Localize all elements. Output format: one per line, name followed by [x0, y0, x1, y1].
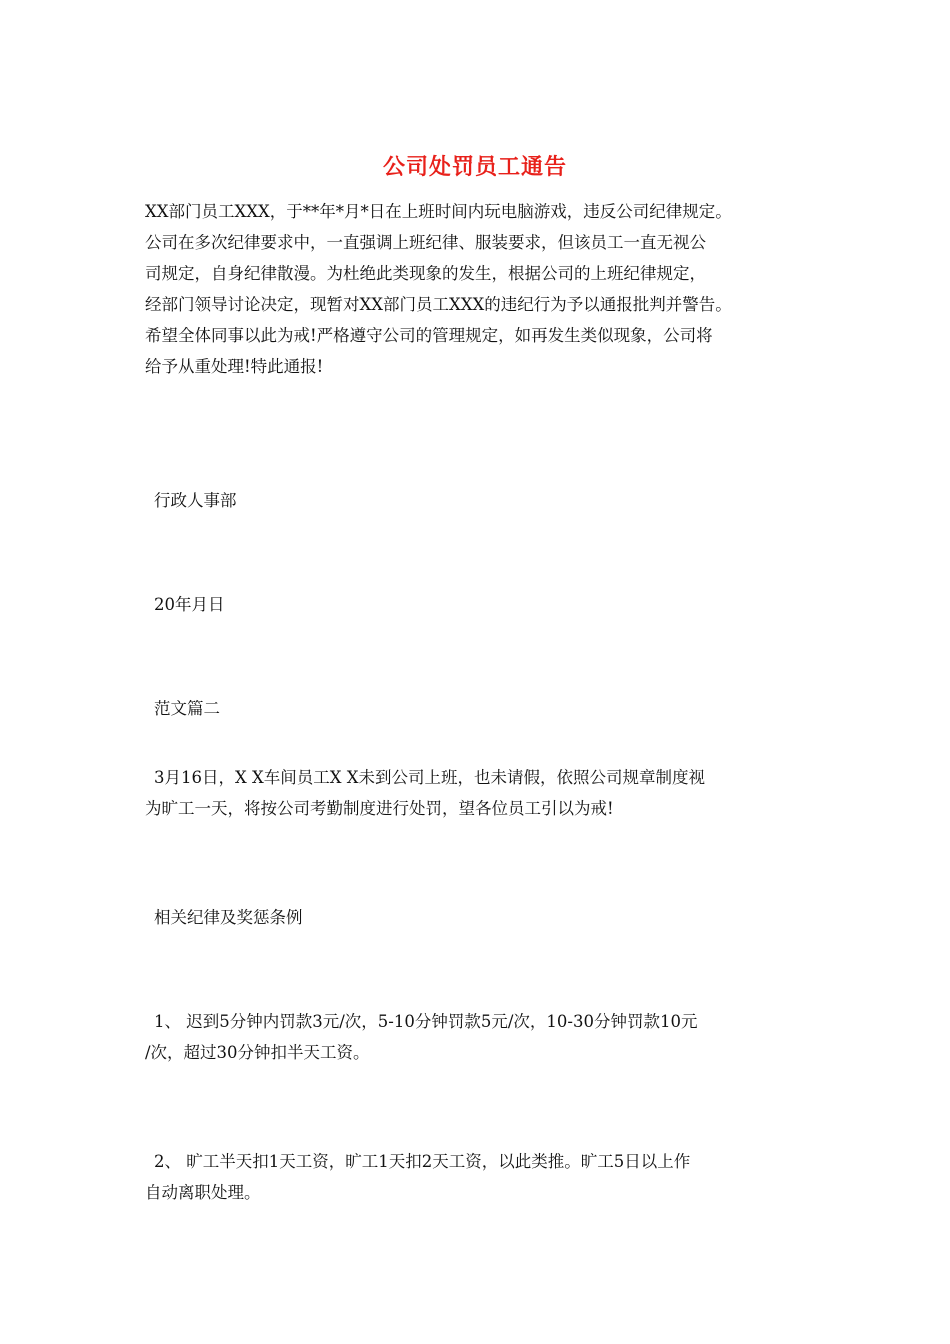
- rule-2-paragraph: [145, 1146, 815, 1208]
- document-title: 公司处罚员工通告: [382, 154, 567, 180]
- rule-1-paragraph: [145, 1006, 815, 1068]
- section-two-heading: [154, 693, 824, 724]
- intro-line: 经部门领导讨论决定，现暂对XX部门员工XXX的违纪行为予以通报批判并警告。: [145, 295, 732, 314]
- intro-line: 公司在多次纪律要求中，一直强调上班纪律、服装要求，但该员工一直无视公: [145, 233, 706, 252]
- date-text: 20年月日: [154, 595, 225, 614]
- notice-two-paragraph: [145, 762, 815, 824]
- intro-line: 给予从重处理!特此通报!: [145, 357, 324, 376]
- intro-line: 司规定，自身纪律散漫。为杜绝此类现象的发生，根据公司的上班纪律规定，: [145, 264, 706, 283]
- rules-heading: [154, 902, 824, 933]
- section-heading-text: 范文篇二: [154, 699, 220, 718]
- rule-2-line: 自动离职处理。: [145, 1183, 261, 1202]
- notice-two-line: 3月16日，X X车间员工X X未到公司上班，也未请假，依照公司规章制度视: [154, 768, 705, 787]
- intro-line: XX部门员工XXX，于**年*月*日在上班时间内玩电脑游戏，违反公司纪律规定。: [145, 202, 732, 221]
- intro-line: 希望全体同事以此为戒!严格遵守公司的管理规定，如再发生类似现象，公司将: [145, 326, 713, 345]
- intro-paragraph: [145, 196, 815, 382]
- rules-heading-text: 相关纪律及奖惩条例: [154, 908, 303, 927]
- rule-2-line: 2、 旷工半天扣1天工资，旷工1天扣2天工资，以此类推。旷工5日以上作: [154, 1152, 691, 1171]
- rule-1-line: /次，超过30分钟扣半天工资。: [145, 1043, 370, 1062]
- signature-text: 行政人事部: [154, 491, 237, 510]
- signature-department: [154, 485, 824, 516]
- notice-two-line: 为旷工一天，将按公司考勤制度进行处罚，望各位员工引以为戒!: [145, 799, 614, 818]
- rule-1-line: 1、 迟到5分钟内罚款3元/次，5-10分钟罚款5元/次，10-30分钟罚款10元: [154, 1012, 698, 1031]
- signature-date: [154, 589, 824, 620]
